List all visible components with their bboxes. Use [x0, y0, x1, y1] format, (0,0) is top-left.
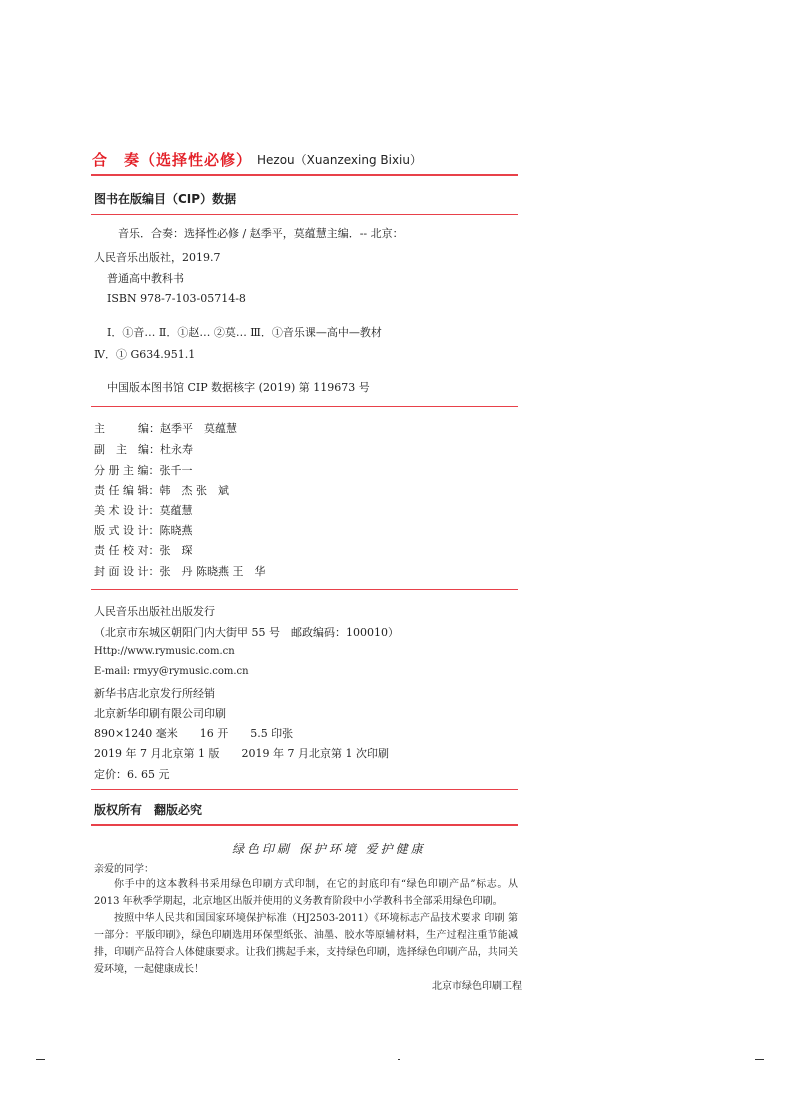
green-print-title: 绿色印刷 保护环境 爱护健康: [232, 842, 426, 856]
credit-row: 责 任 校 对：张 琛: [94, 544, 193, 557]
credit-row: 主 编：赵季平 莫蕴慧: [94, 422, 237, 435]
cip-heading: 图书在版编目（CIP）数据: [94, 192, 237, 206]
publisher-rule: [91, 589, 518, 590]
credit-row: 版 式 设 计：陈晓燕: [94, 524, 193, 537]
publisher-line: 新华书店北京发行所经销: [94, 687, 215, 700]
title-rule: [91, 174, 518, 176]
copyright-notice: 版权所有 翻版必究: [94, 803, 203, 817]
publisher-address: （北京市东城区朝阳门内大街甲 55 号 邮政编码：100010）: [94, 626, 399, 639]
publisher-price: 定价：6. 65 元: [94, 768, 170, 781]
cip-line: 普通高中教科书: [107, 272, 184, 285]
cip-line: Ⅳ．① G634.951.1: [94, 348, 196, 361]
publisher-edition: 2019 年 7 月北京第 1 版 2019 年 7 月北京第 1 次印刷: [94, 747, 389, 760]
publisher-line: 北京新华印刷有限公司印刷: [94, 707, 226, 720]
credit-row: 副 主 编：杜永寿: [94, 443, 193, 456]
cip-line: 人民音乐出版社，2019.7: [94, 251, 221, 264]
book-title-en: Hezou（Xuanzexing Bixiu）: [257, 153, 422, 167]
cip-line: Ⅰ．①音… Ⅱ．①赵… ②莫… Ⅲ．①音乐课—高中—教材: [107, 326, 382, 339]
publisher-line: 人民音乐出版社出版发行: [94, 605, 215, 618]
cip-line: 音乐．合奏：选择性必修 / 赵季平，莫蕴慧主编．-- 北京：: [118, 227, 404, 240]
credit-row: 责 任 编 辑：韩 杰 张 斌: [94, 484, 229, 497]
crop-mark: [755, 1059, 764, 1060]
green-paragraph: 你手中的这本教科书采用绿色印刷方式印制，在它的封底印有“绿色印刷产品”标志。从 2013 年秋季学期起，北京地区出版并使用的义务教育阶段中小学教科书全部采用绿色印刷。: [94, 879, 518, 907]
publisher-email: E-mail: rmyy@rymusic.com.cn: [94, 666, 249, 677]
copyright-rule: [91, 789, 518, 790]
credits-rule: [91, 406, 518, 407]
credit-row: 封 面 设 计：张 丹 陈晓燕 王 华: [94, 565, 266, 578]
crop-mark: [398, 1059, 400, 1060]
publisher-website: Http://www.rymusic.com.cn: [94, 646, 235, 657]
crop-mark: [36, 1059, 45, 1060]
cip-rule: [91, 214, 518, 215]
green-rule: [91, 824, 518, 826]
publisher-format: 890×1240 毫米 16 开 5.5 印张: [94, 727, 294, 740]
green-salutation: 亲爱的同学：: [94, 864, 154, 875]
credit-row: 分 册 主 编：张千一: [94, 464, 193, 477]
credit-row: 美 术 设 计：莫蕴慧: [94, 504, 193, 517]
cip-number: 中国版本图书馆 CIP 数据核字 (2019) 第 119673 号: [107, 381, 370, 394]
green-signature: 北京市绿色印刷工程: [432, 981, 522, 992]
book-title-zh: 合 奏（选择性必修）: [92, 151, 253, 169]
green-paragraph: 按照中华人民共和国国家环境保护标准（HJ2503-2011）《环境标志产品技术要求 印刷 第一部分：平版印刷》，绿色印刷选用环保型纸张、油墨、胶水等原辅材料，生产过程注重节能减排，印刷产品符合人体健康要求。让我们携起手来，支持绿色印刷，选择绿色印刷产品，共同关爱环境，一起健康成长！: [94, 913, 518, 975]
cip-line: ISBN 978-7-103-05714-8: [107, 292, 246, 305]
